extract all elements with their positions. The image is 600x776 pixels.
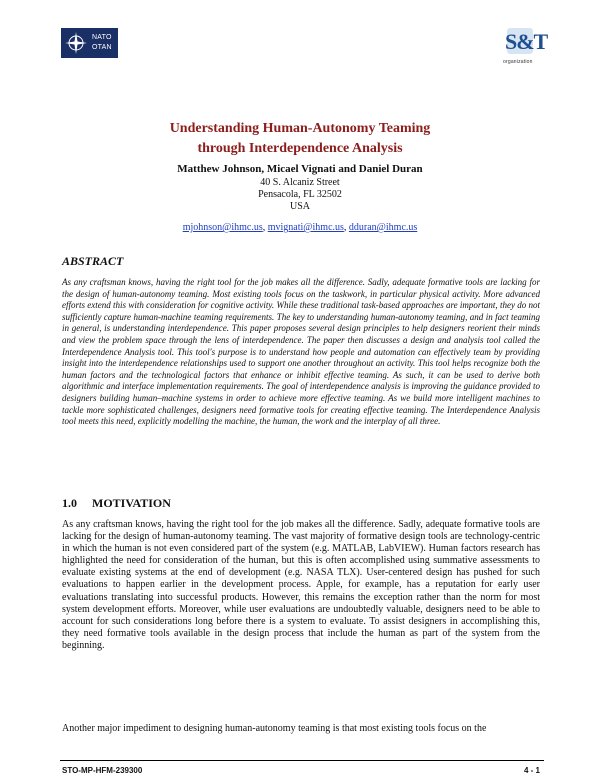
motivation-paragraph-1: As any craftsman knows, having the right tool for the job makes all the difference. Sadly, adequate formative tools are lacking for the design of human-autonomy teaming. The vast majority of formative design tools are technology-centric in which the human is not even considered part of the system (e.g. MATLAB, LabVIEW). Human factors research has highlighted the need for consideration of the human, but this is often accomplished using summative assessments to evaluate existing systems at the end of development (e.g. NASA TLX). User-centered design has pushed for such evaluations to happen earlier in the development process. Apple, for example, has a reputation for early user evaluations translating into successful products. However, this remains the exception rather than the norm for most system development efforts. Moreover, while user evaluations are undoubtedly valuable, designers need to be able to account for such considerations long before there is a system to evaluate. To assist designers in accomplishing this, they need formative tools available in the design process that include the human as part of the system from the beginning.: [62, 519, 540, 651]
address-country: USA: [289, 201, 310, 212]
nato-compass-star-icon: [64, 31, 88, 55]
footer-document-id: STO-MP-HFM-239300: [62, 766, 143, 775]
st-subtitle: organization: [503, 59, 533, 65]
nato-otan-logo: [61, 28, 118, 58]
section-heading: [62, 496, 171, 511]
paper-title-line-2: through Interdependence Analysis: [197, 141, 403, 156]
paper-title-line-1: Understanding Human-Autonomy Teaming: [169, 121, 431, 136]
footer-page-number: 4 - 1: [523, 766, 540, 775]
st-mark-text: S&T: [505, 29, 548, 54]
footer-divider: [60, 760, 544, 761]
email-link-dduran[interactable]: dduran@ihmc.us: [348, 222, 418, 233]
otan-label: OTAN: [92, 44, 112, 51]
nato-label: NATO: [92, 34, 112, 41]
section-title: MOTIVATION: [92, 496, 171, 510]
abstract-heading: ABSTRACT: [62, 254, 124, 268]
paper-authors: Matthew Johnson, Micael Vignati and Daniel Duran: [177, 163, 423, 175]
author-emails: mjohnson@ihmc.us, mvignati@ihmc.us, dduran@ihmc.us: [182, 222, 418, 233]
section-number: 1.0: [62, 496, 77, 510]
email-link-mvignati[interactable]: mvignati@ihmc.us: [267, 222, 344, 233]
abstract-body: As any craftsman knows, having the right tool for the job makes all the difference. Sadly, adequate formative tools are lacking for the design of human-autonomy teaming. Most existing tools focus on the taskwork, in particular physical activity. More advanced efforts extend this with consideration for cognitive activity. While these traditional task-based approaches are important, they do not sufficiently capture human-machine teaming requirements. The key to understanding human-autonomy teaming, and in fact teaming in general, is understanding interdependence. This paper proposes several design principles to help designers reorient their minds and view the problem space through the lens of interdependence. The paper then discusses a design and analysis tool called the Interdependence Analysis tool. This tool's purpose is to understand how people and automation can effectively team by providing insight into the interdependence relationships used to support one another throughout an activity. This tool helps recognize both the human factors and the technological factors that enhance or inhibit effective teaming. As such, it can be used to derive both algorithmic and interface implementation requirements. The goal of interdependence analysis is improving the guidance provided to designers building human–machine systems in order to achieve more effective teaming. As we build more intelligent machines to tackle more sophisticated challenges, designers need formative tools for creating effective teaming. The Interdependence Analysis tool meets this need, explicitly modelling the machine, the human, the work and the interplay of all three.: [62, 277, 540, 427]
address-street: 40 S. Alcaniz Street: [260, 177, 340, 188]
motivation-paragraph-2: Another major impediment to designing human-autonomy teaming is that most existing tools focus on the: [62, 723, 487, 734]
sto-logo: [495, 26, 553, 66]
st-mark-icon: [501, 26, 548, 58]
email-link-mjohnson[interactable]: mjohnson@ihmc.us: [182, 222, 263, 233]
address-city: Pensacola, FL 32502: [258, 189, 342, 200]
